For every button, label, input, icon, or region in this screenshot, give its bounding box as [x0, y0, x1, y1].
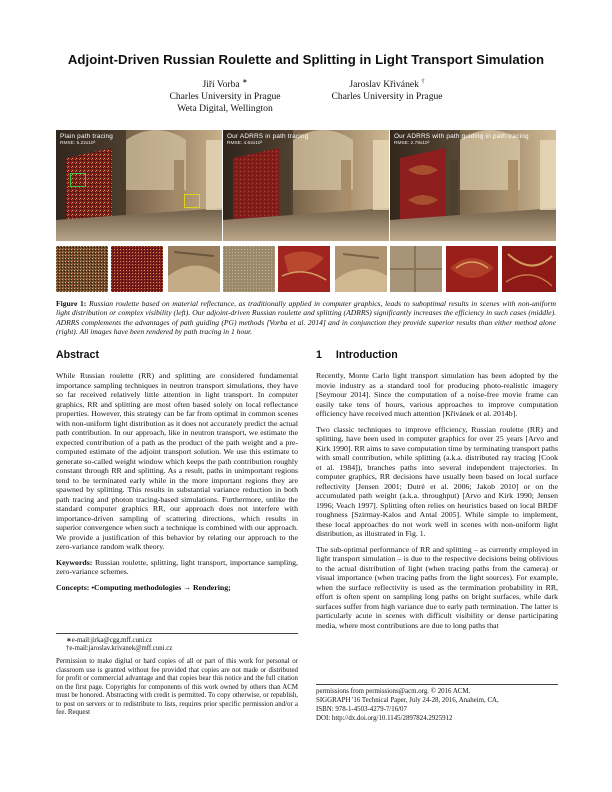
panel-label: Our ADRRS in path tracing [227, 133, 309, 140]
crop-adrrs-yellow [223, 246, 275, 292]
copyright-line-2: SIGGRAPH '16 Technical Paper, July 24-28, 2016, Anaheim, CA, [316, 697, 499, 704]
intro-paragraph-3: The sub-optimal performance of RR and splitting – as currently employed in light transport simulation – is due to the respective decisions being oblivious to the actual distribution of light (when tracing paths from the camera) or visual importance (when tracing paths from the light sources). For example, when the surface reflectivity is used as the termination probability in RR, effort is often spent on sampling long paths on bright surfaces, while dark surfaces suffer from high variance due to early path termination. The latter is particularly acute in scenes with difficult visibility or dense participating media, where most contributions are due to long paths that [316, 544, 558, 630]
footnote-email-1: ∗e-mail:jirka@cgg.mff.cuni.cz [66, 637, 152, 644]
permission-notice: Permission to make digital or hard copies of all or part of this work for personal or classroom use is granted without fee provided that copies are not made or distributed for profit or commercial advantage and that copies bear this notice and the full citation on the first page. Copyrights for components of this work owned by others than ACM must be honored. Abstracting with credit is permitted. To copy otherwise, or republish, to post on servers or to redistribute to lists, requires prior specific permission and/or a fee. Request [56, 658, 298, 716]
figure-caption [56, 299, 556, 337]
right-column [316, 349, 558, 636]
panel-rmse: RMSE: 4.62x10³ [227, 141, 263, 146]
crop-adrrs-pg-red [446, 246, 498, 292]
intro-paragraph-1: Recently, Monte Carlo light transport simulation has been adopted by the movie industry as a standard tool for producing photo-realistic imagery [Seymour 2014]. Since the computation of a noise-free movie frame can easily take tens of hours, various approaches to improve computation efficiency have received much attention [Křivánek et al. 2014b]. [316, 371, 558, 418]
crop-plain-green [56, 246, 108, 292]
footnotes [56, 633, 298, 653]
author-1-mark: ∗ [242, 78, 248, 85]
crop-adrrs-red [278, 246, 330, 292]
section-number: 1 [316, 349, 322, 361]
crop-plain-yellow [111, 246, 163, 292]
copyright-block [316, 684, 558, 723]
author-2-affiliation-1: Charles University in Prague [331, 91, 443, 103]
panel-rmse: RMSE: 2.79x10³ [394, 141, 430, 146]
caption-text: Russian roulette based on material reflectance, as traditionally applied in computer graphics, leads to suboptimal results in scenes with non-uniform light distribution or complex visibility (left). Our adjoint-driven Russian roulette and splitting (ADRRS) significantly increases the efficiency in such cases (middle). ADRRS complements the advantages of path guiding (PG) methods [Vorba et al. 2014] and in conjunction they provide superior results than either method alone (right). All images have been rendered by path tracing in 1 hour. [56, 299, 556, 337]
teaser-figure [56, 130, 556, 293]
crop-adrrs-pg-red-2 [502, 246, 556, 292]
abstract-body: While Russian roulette (RR) and splitting are considered fundamental importance sampling techniques in neutron transport simulations, they have so far received relatively little attention in light transport. In computer graphics, RR and splitting are most often based solely on local reflectance properties. However, this strategy can be far from optimal in common scenes with non-uniform light distribution as it does not accurately predict the actual path contribution. In our approach, like in neutron transport, we estimate the expected contribution of a path as the product of the path weight and a pre-computed estimate of the adjoint transport solution. We use this estimate to generate so-called weight window which keeps the path contribution roughly constant through RR and splitting. As a result, paths in unimportant regions tend to be terminated early while in the more important regions they are spawned by splitting. This results in substantial variance reduction in both path tracing and photon tracing-based simulations. Furthermore, unlike the standard computer graphics RR, our approach does not interfere with importance-driven sampling of scattering directions, which results in superior convergence when such a technique is combined with our approach. We provide a justification of this behavior by relating our approach to the zero-variance random walk theory. [56, 371, 298, 551]
intro-heading [316, 349, 558, 361]
crop-adrrs-pg-yellow [390, 246, 442, 292]
keywords [56, 558, 298, 577]
concepts [56, 583, 298, 593]
copyright-line-1: permissions from permissions@acm.org. © 2016 ACM. [316, 688, 471, 695]
panel-label: Plain path tracing [60, 133, 113, 140]
author-1-affiliation-2: Weta Digital, Wellington [177, 103, 273, 115]
author-2-mark: † [421, 78, 425, 85]
author-1-affiliation-1: Charles University in Prague [169, 91, 281, 103]
crop-marker-yellow [184, 194, 200, 208]
footnote-email-2: †e-mail:jaroslav.krivanek@mff.cuni.cz [66, 645, 173, 652]
keywords-text: Russian roulette, splitting, light transport, importance sampling, zero-variance schemes. [56, 557, 299, 576]
abstract-heading: Abstract [56, 349, 99, 361]
crop-adrrs-green [168, 246, 220, 292]
panel-rmse: RMSE: 5.22x10³ [60, 141, 96, 146]
crop-marker-green [70, 173, 86, 187]
author-2-name: Jaroslav Křivánek [349, 79, 419, 91]
panel-label: Our ADRRS with path guiding in path tracing [394, 133, 529, 140]
render-panel-adrrs [223, 130, 389, 241]
keywords-label: Keywords: [56, 557, 93, 567]
section-title: Introduction [335, 349, 398, 361]
caption-label: Figure 1: [56, 299, 87, 308]
paper-title: Adjoint-Driven Russian Roulette and Splitting in Light Transport Simulation [67, 52, 545, 67]
copyright-line-4: DOI: http://dx.doi.org/10.1145/2897824.2925912 [316, 715, 453, 722]
copyright-line-3: ISBN: 978-1-4503-4279-7/16/07 [316, 706, 407, 713]
author-1 [150, 76, 300, 115]
render-panel-adrrs-pg [390, 130, 556, 241]
author-1-name: Jiří Vorba [202, 79, 240, 91]
intro-paragraph-2: Two classic techniques to improve efficiency, Russian roulette (RR) and splitting, have been used in computer graphics for over 25 years [Arvo and Kirk 1990]. RR aims to save computation time by terminating transport paths with small contribution, while splitting (a.k.a. distributed ray tracing [Cook et al. 1984]), branches paths into several independent trajectories. In computer graphics, RR decisions have usually been based on local surface reflectivity [Jensen 2001; Dutré et al. 2006; Jakob 2010] or on the accumulated path weight (a.k.a. throughput) [Arvo and Kirk 1990; Jensen 1996; Veach 1997]. Splitting often relies on heuristics based on local BRDF roughness [Szirmay-Kalos and Antal 2005]. While simple to implement, these local approaches do not work well in scenes with non-uniform light distribution, as illustrated in Fig. 1. [316, 424, 558, 538]
crop-adrrs-pg-green [335, 246, 387, 292]
left-column [56, 349, 298, 598]
render-panel-plain-pt [56, 130, 222, 241]
concepts-label: Concepts: [56, 582, 90, 592]
concepts-text: •Computing methodologies → Rendering; [91, 582, 231, 592]
author-2 [312, 76, 462, 103]
